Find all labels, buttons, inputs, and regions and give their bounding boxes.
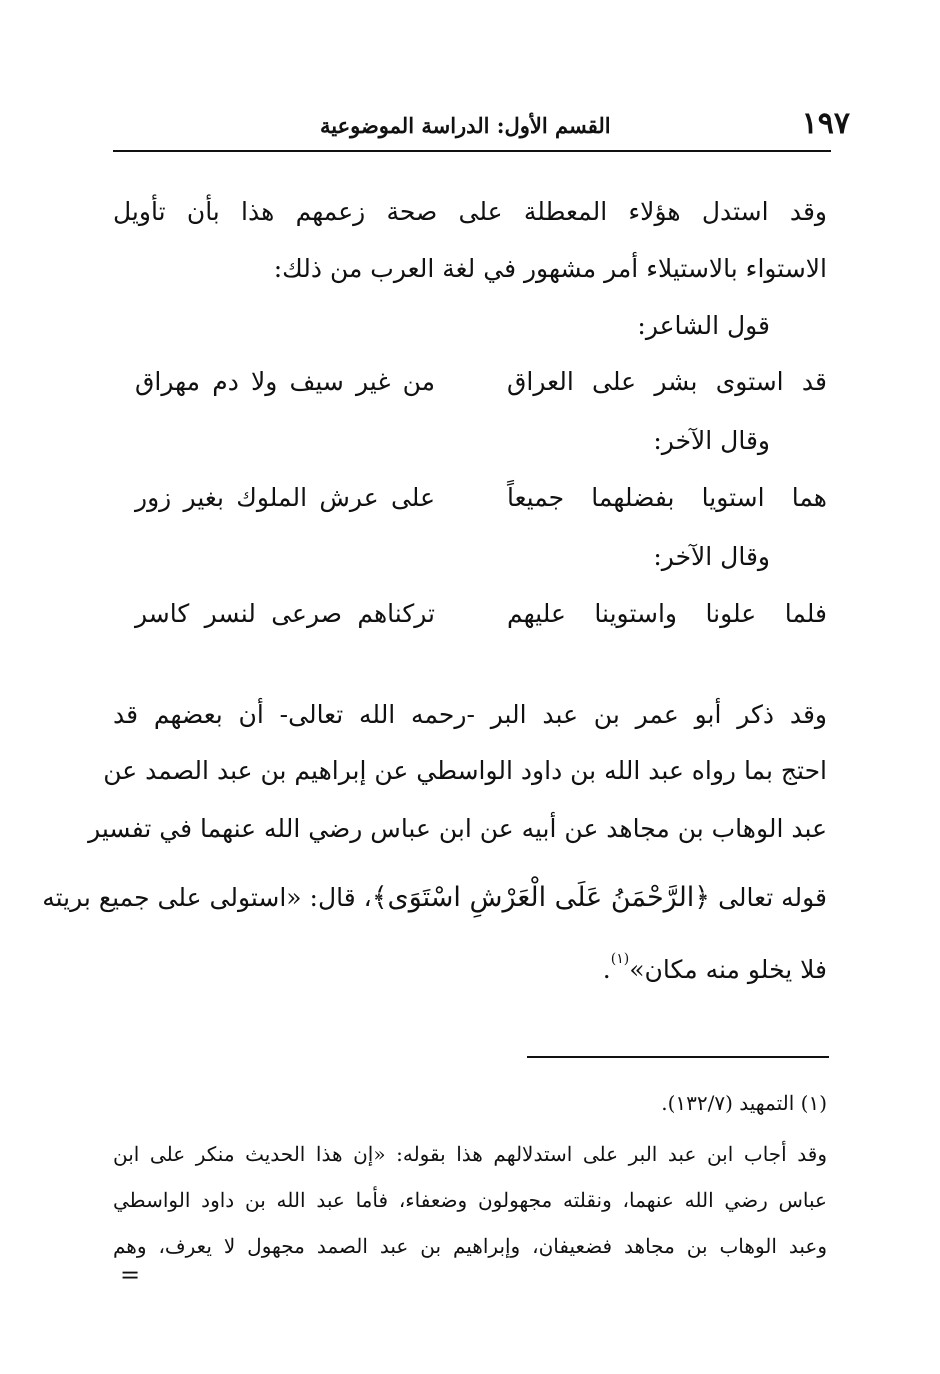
- verse-2-second-hemistich: على عرش الملوك بغير زور: [135, 483, 435, 512]
- quran-verse: ﴿الرَّحْمَنُ عَلَى الْعَرْشِ اسْتَوَى﴾: [371, 882, 711, 913]
- verse-2-first-hemistich: هما استويا بفضلهما جميعاً: [507, 483, 827, 512]
- paragraph-1-line-1: وقد استدل هؤلاء المعطلة على صحة زعمهم هذا بأن تأويل: [113, 197, 827, 226]
- paragraph-2-line-2: احتج بما رواه عبد الله بن داود الواسطي عن إبراهيم بن عبد الصمد عن: [103, 756, 827, 785]
- footnote-separator: [527, 1056, 829, 1058]
- verse-1-second-hemistich: من غير سيف ولا دم مهراق: [135, 367, 435, 396]
- verse-3: [135, 594, 827, 634]
- running-header-title: القسم الأول: الدراسة الموضوعية: [320, 113, 611, 138]
- verse-1: [135, 362, 827, 402]
- footnote-reference-1: (١): [610, 950, 630, 967]
- verse-3-first-hemistich: فلما علونا واستوينا عليهم: [507, 599, 827, 628]
- paragraph-2-line-5: [603, 950, 827, 990]
- paragraph-1-line-2: الاستواء بالاستيلاء أمر مشهور في لغة العرب من ذلك:: [273, 254, 827, 283]
- verse-1-first-hemistich: قد استوى بشر على العراق: [507, 367, 827, 396]
- quote-text: ، قال: «استولى على جميع بريته: [42, 883, 372, 912]
- footnote-line-1: وقد أجاب ابن عبد البر على استدلالهم هذا بقوله: «إن هذا الحديث منكر على ابن: [113, 1142, 827, 1166]
- verse-3-second-hemistich: تركناهم صرعى لنسر كاسر: [135, 599, 435, 628]
- paragraph-2-line-4: [42, 878, 827, 918]
- sentence-end: .: [602, 955, 611, 984]
- verse-2: [135, 478, 827, 518]
- page-number: ١٩٧: [801, 106, 850, 141]
- header-rule: [113, 150, 831, 152]
- continuation-mark: =: [120, 1261, 141, 1289]
- quote-end-text: فلا يخلو منه مكان»: [629, 955, 827, 984]
- poet-intro-3: وقال الآخر:: [653, 542, 770, 571]
- footnote-1: (١) التمهيد (١٣٢/٧).: [661, 1091, 827, 1115]
- verse-intro-text: قوله تعالى: [710, 883, 827, 912]
- paragraph-2-line-3: عبد الوهاب بن مجاهد عن أبيه عن ابن عباس رضي الله عنهما في تفسير: [88, 814, 827, 843]
- footnote-line-3: وعبد الوهاب بن مجاهد فضعيفان، وإبراهيم بن عبد الصمد مجهول لا يعرف، وهم: [113, 1234, 827, 1258]
- footnote-line-2: عباس رضي الله عنهما، ونقلته مجهولون وضعفاء، فأما عبد الله بن داود الواسطي: [113, 1188, 827, 1212]
- poet-intro-1: قول الشاعر:: [637, 311, 770, 340]
- poet-intro-2: وقال الآخر:: [653, 426, 770, 455]
- paragraph-2-line-1: وقد ذكر أبو عمر بن عبد البر -رحمه الله تعالى- أن بعضهم قد: [113, 700, 827, 729]
